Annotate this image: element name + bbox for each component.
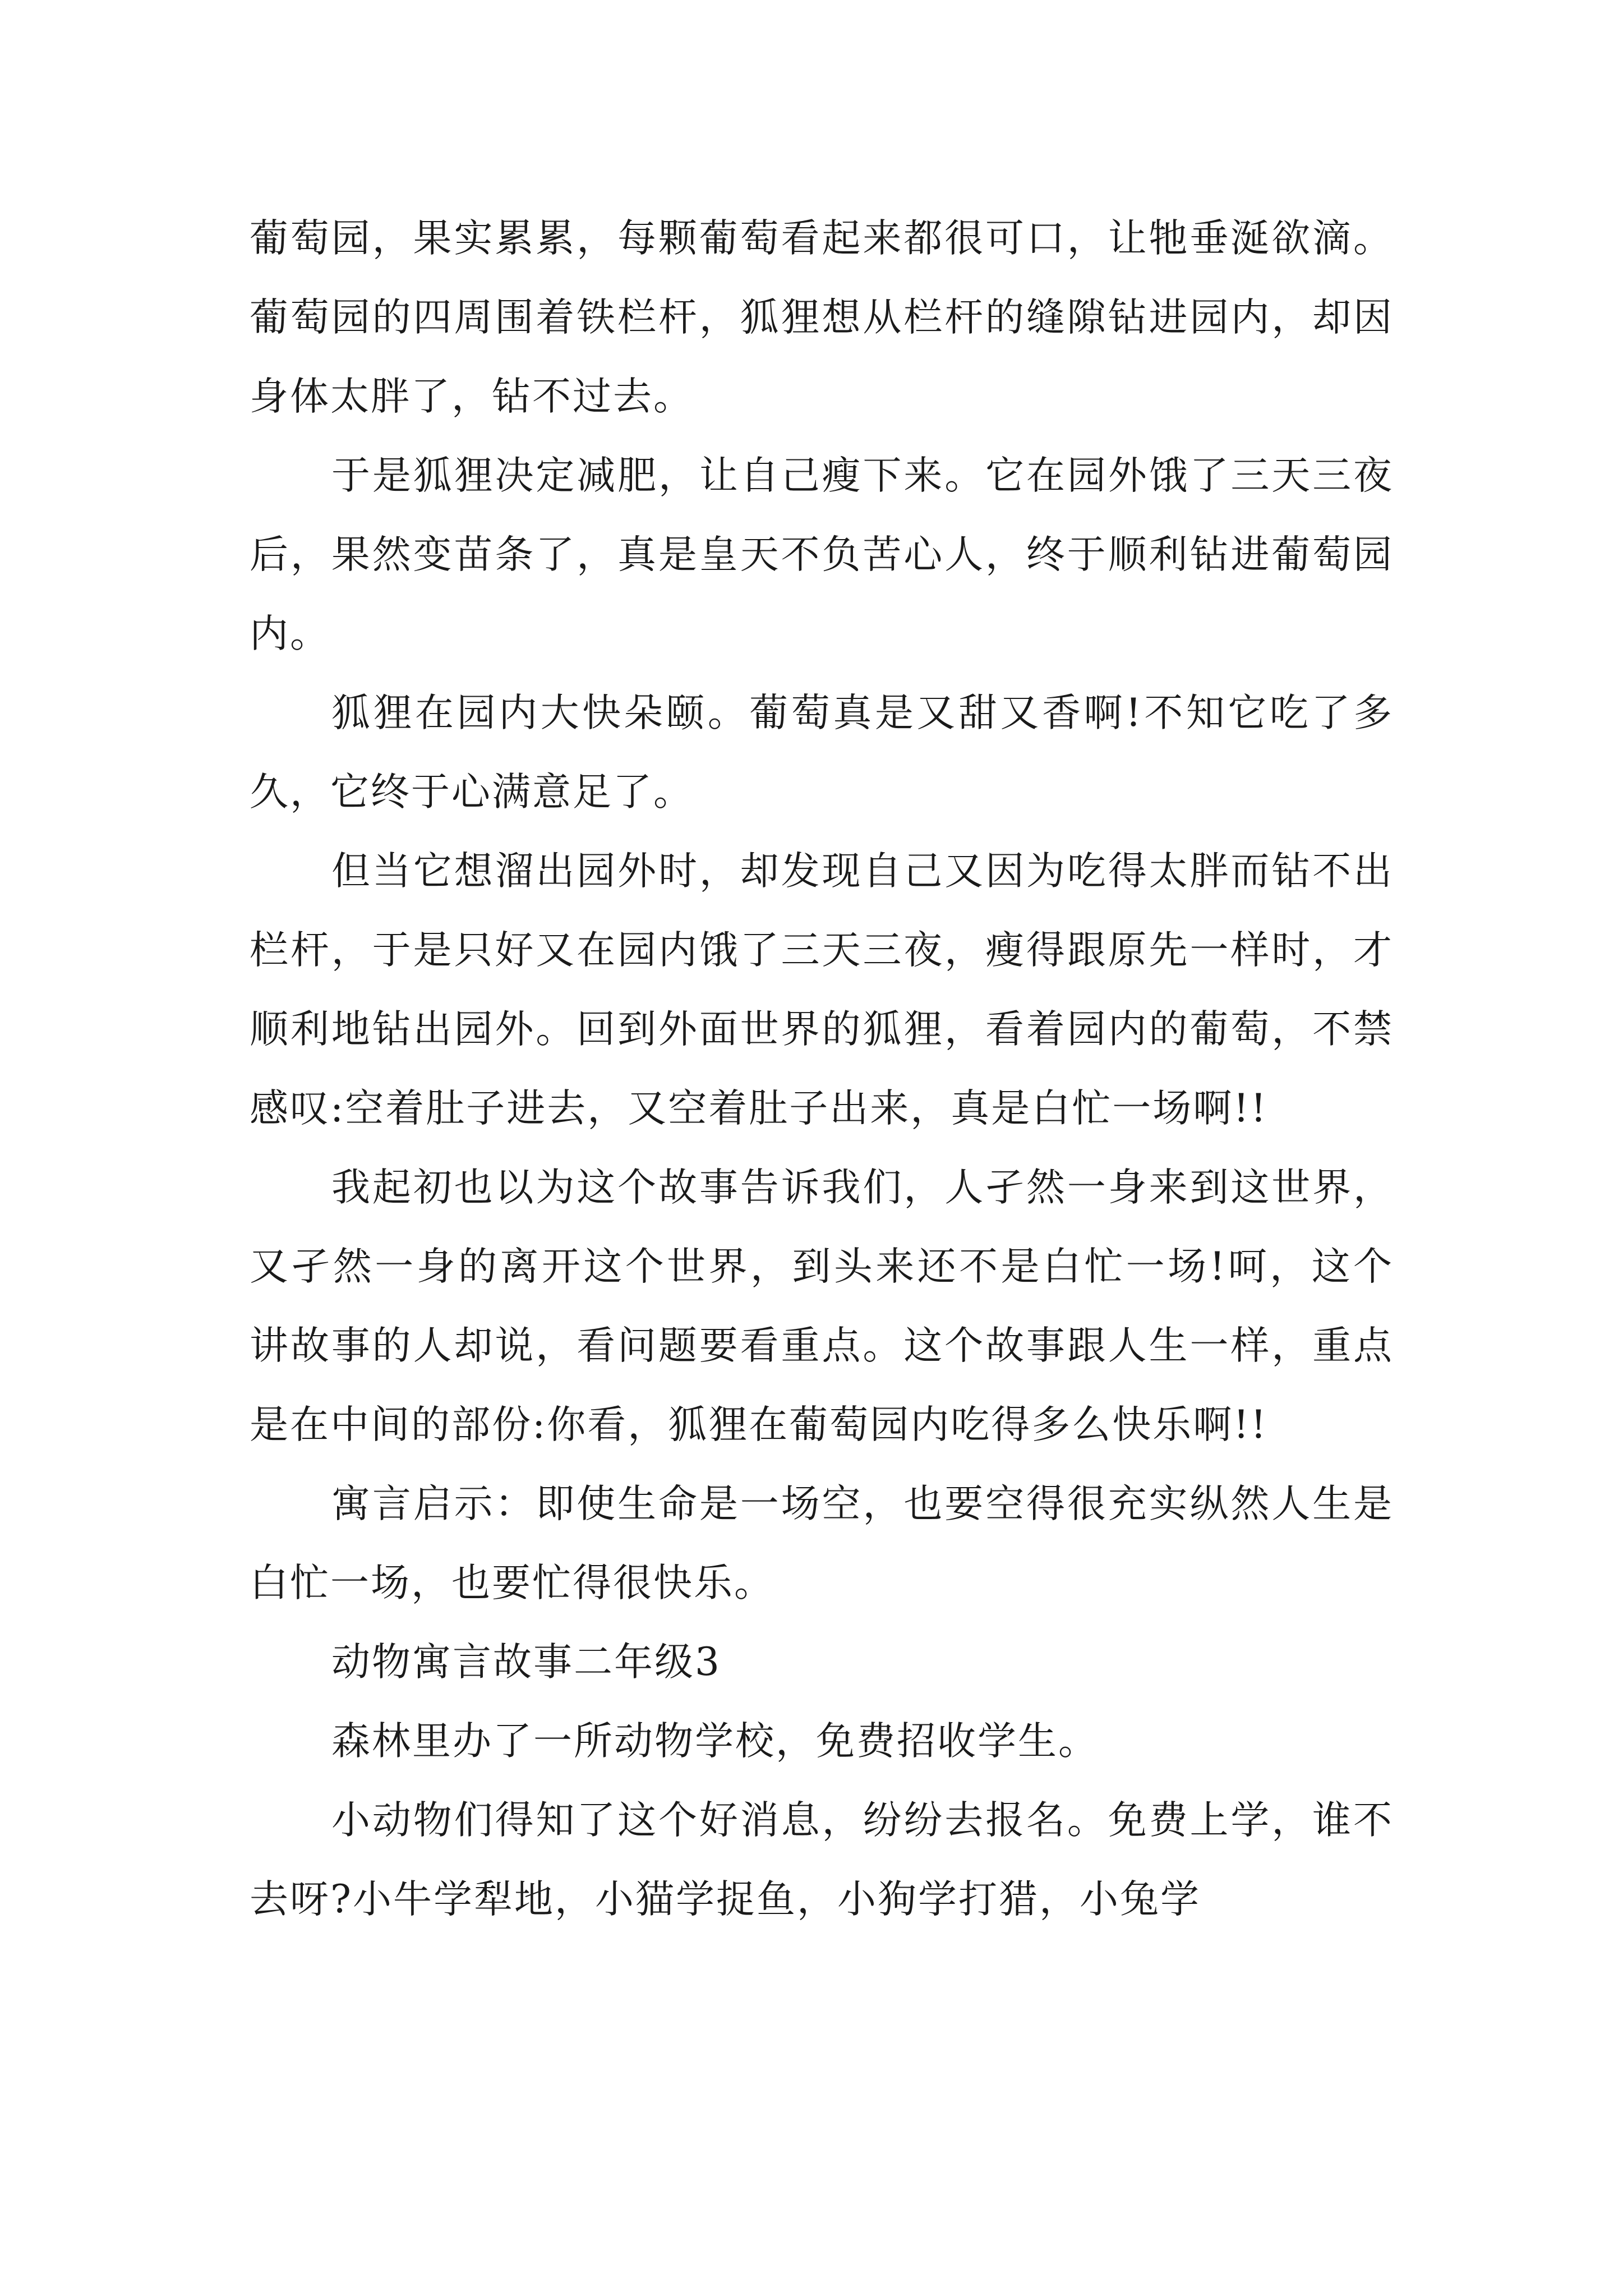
paragraph-1: 葡萄园，果实累累，每颗葡萄看起来都很可口，让牠垂涎欲滴。葡萄园的四周围着铁栏杆，狐狸想从栏杆的缝隙钻进园内，却因身体太胖了，钻不过去。 — [250, 216, 1394, 419]
document-body — [250, 199, 1394, 1939]
paragraph-5: 我起初也以为这个故事告诉我们，人孑然一身来到这世界，又孑然一身的离开这个世界，到头来还不是白忙一场!呵，这个讲故事的人却说，看问题要看重点。这个故事跟人生一样，重点是在中间的部份:你看，狐狸在葡萄园内吃得多么快乐啊!! — [250, 1165, 1394, 1447]
paragraph-2: 于是狐狸决定减肥，让自己瘦下来。它在园外饿了三天三夜后，果然变苗条了，真是皇天不负苦心人，终于顺利钻进葡萄园内。 — [250, 453, 1394, 656]
paragraph-8: 森林里办了一所动物学校，免费招收学生。 — [331, 1719, 1099, 1764]
paragraph-4: 但当它想溜出园外时，却发现自己又因为吃得太胖而钻不出栏杆，于是只好又在园内饿了三天三夜，瘦得跟原先一样时，才顺利地钻出园外。回到外面世界的狐狸，看着园内的葡萄，不禁感叹:空着肚子进去，又空着肚子出来，真是白忙一场啊!! — [250, 849, 1394, 1131]
paragraph-3: 狐狸在园内大快朵颐。葡萄真是又甜又香啊!不知它吃了多久，它终于心满意足了。 — [250, 691, 1394, 815]
paragraph-9: 小动物们得知了这个好消息，纷纷去报名。免费上学，谁不去呀?小牛学犁地，小猫学捉鱼，小狗学打猎，小兔学 — [250, 1798, 1394, 1922]
section-heading: 动物寓言故事二年级3 — [331, 1640, 721, 1685]
paragraph-6: 寓言启示：即使生命是一场空，也要空得很充实纵然人生是白忙一场，也要忙得很快乐。 — [250, 1481, 1394, 1605]
